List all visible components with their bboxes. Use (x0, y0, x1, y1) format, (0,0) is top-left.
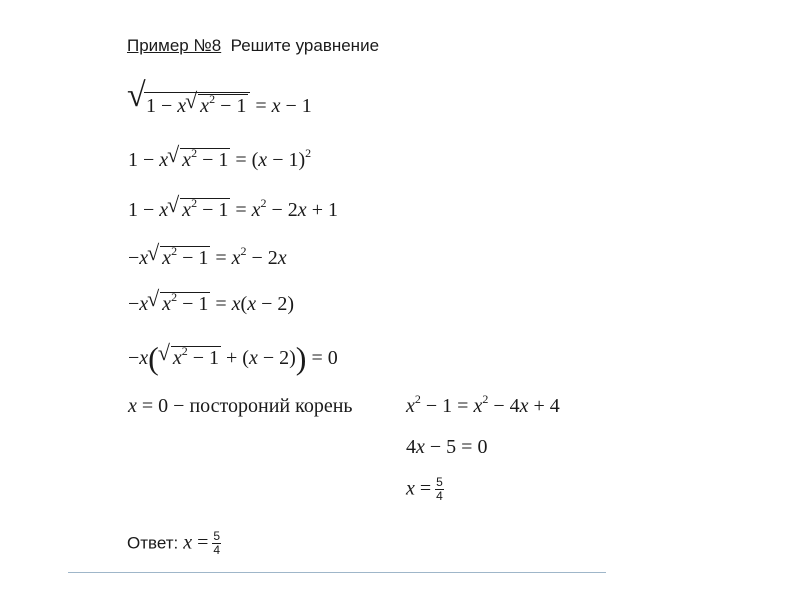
fraction: $\frac{5}{4}$ (436, 475, 443, 504)
equation-step-2: 1 − x√ $x^2 - 1 = (x - 1)^2$ (128, 148, 311, 170)
equation-step-1: √ 1 − x√ $x^2 - 1 = x - 1$ (128, 92, 312, 116)
equation-step-9: x = $\frac{5}{4}$ (406, 475, 443, 504)
extraneous-root-text: постороний корень (189, 395, 353, 417)
answer-fraction: $\frac{5}{4}$ (213, 529, 221, 558)
answer-line: Ответ: x = $\frac{5}{4}$ (127, 529, 221, 558)
extraneous-root-note: x = 0 − постороний корень (128, 395, 353, 417)
equation-step-3: 1 − x√ $x^2 - 1 = x^2 - 2x + 1$ (128, 198, 338, 220)
answer-label: Ответ: (127, 533, 179, 553)
equation-step-7: $x^2 - 1 = x^2 - 4x + 4$ (406, 392, 560, 417)
equation-step-5: −x√ $x^2 - 1 = x(x - 2)$ (128, 292, 294, 314)
equation-step-4: −x√ $x^2 - 1 = x^2 - 2x$ (128, 246, 287, 268)
example-title (127, 36, 379, 56)
equation-step-6: −x(√ $x^2 - 1 + (x - 2)) = 0$ (128, 342, 338, 374)
task-text: Решите уравнение (230, 36, 380, 55)
example-number: Пример №8 (127, 36, 222, 55)
bottom-divider (68, 572, 606, 573)
equation-step-8: 4x − 5 = 0 (406, 436, 488, 458)
